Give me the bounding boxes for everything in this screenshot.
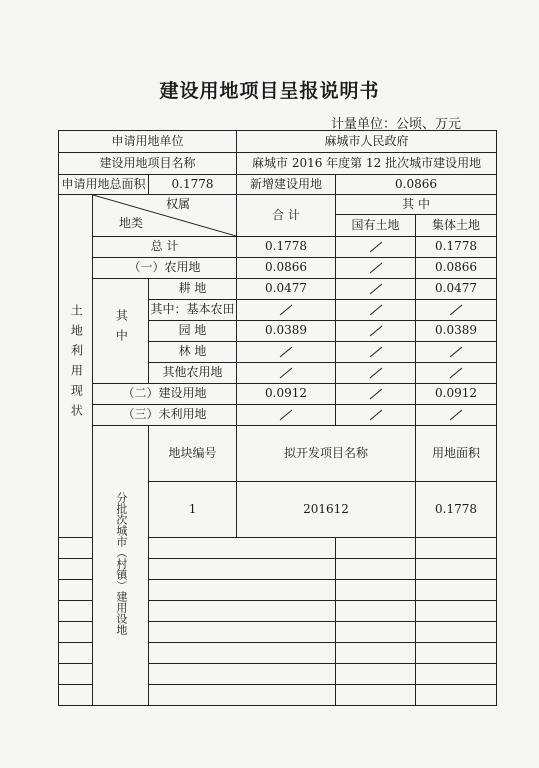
land-row-collective: 0.0912 (416, 384, 497, 405)
land-row-label: 耕 地 (149, 279, 237, 300)
slash-mark (447, 367, 465, 379)
land-row-collective (416, 363, 497, 384)
land-row-total (237, 405, 336, 426)
empty-cell (149, 664, 336, 685)
slash-mark (447, 304, 465, 316)
measurement-unit: 计量单位：公顷、万元 (330, 117, 461, 132)
land-row-label: 其中：基本农田 (149, 300, 237, 321)
applicant-label: 申请用地单位 (59, 131, 237, 153)
empty-cell (336, 685, 416, 706)
total-area-value: 0.1778 (149, 175, 237, 195)
land-row-state (336, 384, 416, 405)
land-use-section-text: 土地利用现状 (69, 304, 84, 425)
header-diagonal-cell (93, 195, 237, 237)
land-row-collective (416, 300, 497, 321)
empty-cell (149, 559, 336, 580)
header-collective-land: 集体土地 (416, 215, 497, 237)
land-row (59, 258, 497, 279)
empty-cell (149, 685, 336, 706)
empty-cell (416, 664, 497, 685)
slash-mark (277, 409, 295, 421)
land-row-collective: 0.0389 (416, 321, 497, 342)
empty-cell (59, 664, 93, 685)
empty-cell (336, 601, 416, 622)
slash-mark (367, 388, 385, 400)
empty-cell (336, 538, 416, 559)
land-row-state (336, 363, 416, 384)
project-name-value: 麻城市 2016 年度第 12 批次城市建设用地 (237, 153, 497, 175)
land-row-total (237, 363, 336, 384)
document-title: 建设用地项目呈报说明书 (159, 80, 380, 102)
slash-mark (447, 346, 465, 358)
plot-no: 1 (149, 482, 237, 538)
land-row (59, 237, 497, 258)
slash-mark (367, 262, 385, 274)
slash-mark (367, 325, 385, 337)
land-row-total: 0.0389 (237, 321, 336, 342)
land-row-label: 其他农用地 (149, 363, 237, 384)
empty-cell (416, 538, 497, 559)
empty-cell (336, 559, 416, 580)
empty-cell (416, 622, 497, 643)
plot-name: 201612 (237, 482, 416, 538)
land-row-state (336, 342, 416, 363)
plot-area: 0.1778 (416, 482, 497, 538)
empty-cell (149, 538, 336, 559)
empty-cell (336, 643, 416, 664)
empty-cell (336, 664, 416, 685)
applicant-value: 麻城市人民政府 (237, 131, 497, 153)
empty-cell (59, 538, 93, 559)
empty-cell (149, 580, 336, 601)
header-land-type: 地类 (119, 216, 144, 230)
of-which-side-label (93, 279, 149, 384)
empty-cell (59, 559, 93, 580)
total-area-label: 申请用地总面积 (59, 175, 149, 195)
plot-area-header: 用地面积 (416, 426, 497, 482)
diagonal-line (93, 195, 236, 236)
land-row-collective: 0.1778 (416, 237, 497, 258)
empty-cell (416, 559, 497, 580)
plots-section-text: 分批次城市（村镇）建用设地 (114, 492, 128, 636)
land-row-label: 林 地 (149, 342, 237, 363)
plot-name-header: 拟开发项目名称 (237, 426, 416, 482)
empty-cell (149, 643, 336, 664)
land-row-state (336, 237, 416, 258)
empty-cell (416, 643, 497, 664)
project-name-label: 建设用地项目名称 (59, 153, 237, 175)
plot-no-header: 地块编号 (149, 426, 237, 482)
land-row-total: 0.0866 (237, 258, 336, 279)
slash-mark (367, 283, 385, 295)
land-row-collective (416, 405, 497, 426)
land-row (59, 384, 497, 405)
land-row-collective (416, 342, 497, 363)
empty-cell (416, 685, 497, 706)
land-row-state (336, 279, 416, 300)
empty-cell (149, 601, 336, 622)
land-row-total: 0.0912 (237, 384, 336, 405)
land-row-collective: 0.0477 (416, 279, 497, 300)
land-row-label: 园 地 (149, 321, 237, 342)
slash-mark (367, 304, 385, 316)
land-row-label: （三）未利用地 (93, 405, 237, 426)
slash-mark (277, 346, 295, 358)
header-total: 合 计 (237, 195, 336, 237)
empty-cell (149, 622, 336, 643)
empty-cell (59, 601, 93, 622)
header-state-land: 国有土地 (336, 215, 416, 237)
empty-cell (59, 622, 93, 643)
empty-cell (336, 622, 416, 643)
land-use-section-label (59, 195, 93, 538)
of-which-side-text: 其中 (114, 309, 129, 350)
slash-mark (447, 409, 465, 421)
land-row-total (237, 342, 336, 363)
slash-mark (367, 409, 385, 421)
empty-cell (59, 580, 93, 601)
land-row-total: 0.1778 (237, 237, 336, 258)
land-row-state (336, 258, 416, 279)
slash-mark (367, 367, 385, 379)
land-row-label: （一）农用地 (93, 258, 237, 279)
header-of-which: 其 中 (336, 195, 497, 215)
slash-mark (277, 304, 295, 316)
land-row-total: 0.0477 (237, 279, 336, 300)
land-row (59, 405, 497, 426)
land-row-total (237, 300, 336, 321)
header-ownership: 权属 (166, 197, 191, 211)
empty-cell (416, 601, 497, 622)
slash-mark (367, 346, 385, 358)
land-row-label: 总 计 (93, 237, 237, 258)
land-row-label: （二）建设用地 (93, 384, 237, 405)
slash-mark (367, 241, 385, 253)
plots-section-label (93, 426, 149, 706)
slash-mark (277, 367, 295, 379)
empty-cell (416, 580, 497, 601)
land-row-collective: 0.0866 (416, 258, 497, 279)
empty-cell (59, 643, 93, 664)
report-table (58, 130, 497, 706)
land-row-state (336, 405, 416, 426)
empty-cell (336, 580, 416, 601)
land-row (59, 279, 497, 300)
new-construction-land-value: 0.0866 (336, 175, 497, 195)
new-construction-land-label: 新增建设用地 (237, 175, 336, 195)
land-row-state (336, 300, 416, 321)
empty-cell (59, 685, 93, 706)
land-row-state (336, 321, 416, 342)
